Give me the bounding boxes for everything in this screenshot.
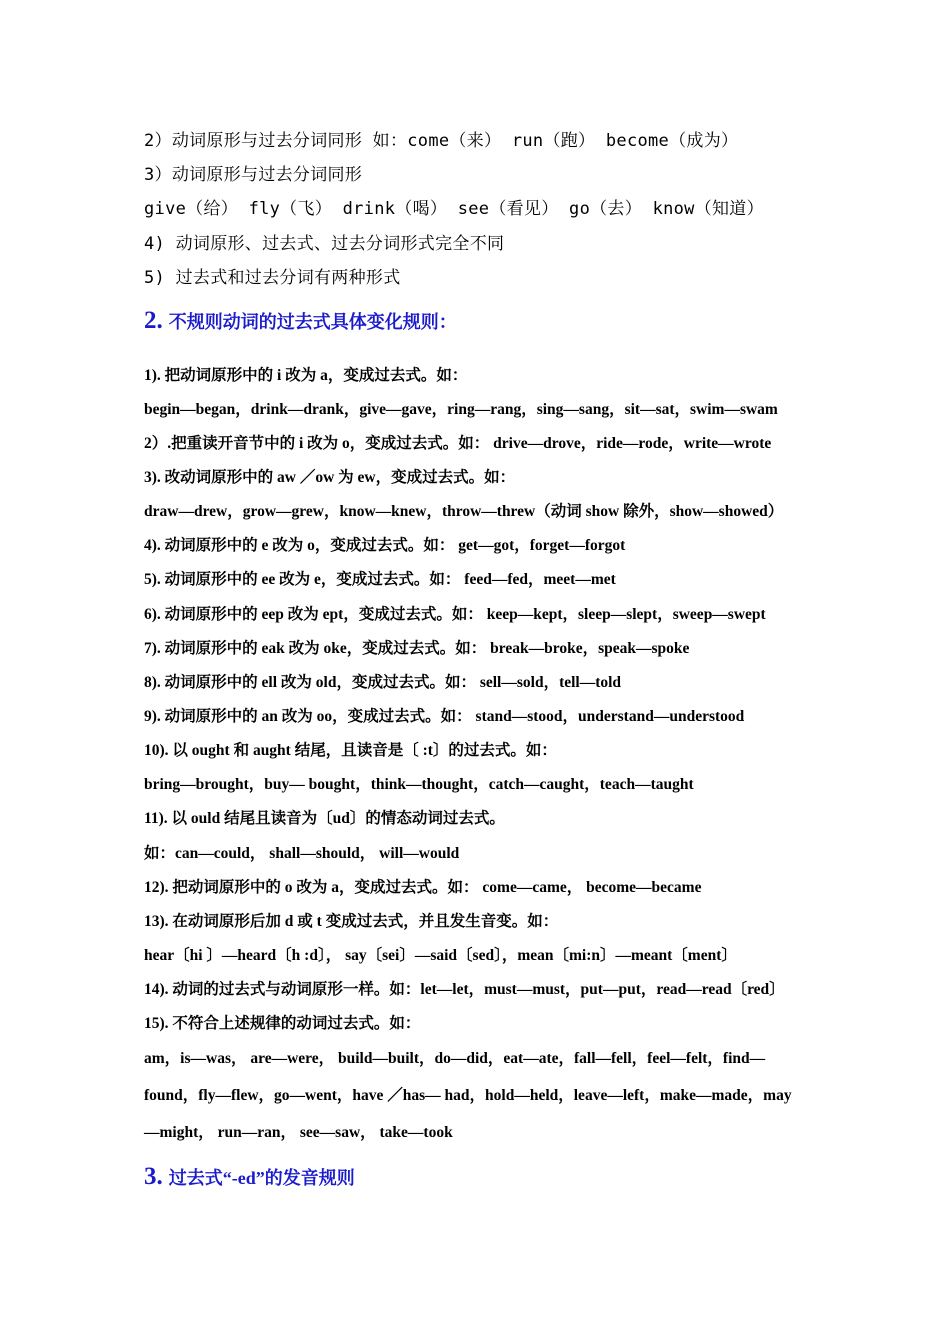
section-3-number: 3.	[144, 1163, 163, 1190]
rule-line: hear〔hi 〕—heard〔h :d〕， say〔sei〕—said〔sed〕，mean〔mi:n〕—meant〔ment〕	[144, 947, 737, 964]
section-2-title: 不规则动词的过去式具体变化规则：	[168, 312, 457, 332]
rule-line: 14). 动词的过去式与动词原形一样。如：let—let，must—must，put—put，read—read〔red〕	[144, 981, 785, 998]
intro-line: 2）动词原形与过去分词同形 如：come（来） run（跑） become（成为）	[144, 131, 739, 151]
rule-line: —might， run—ran， see—saw， take—took	[144, 1124, 453, 1141]
rule-line: 11). 以 ould 结尾且读音为〔ud〕的情态动词过去式。	[144, 810, 505, 827]
rule-line: draw—drew，grow—grew，know—knew，throw—threw（动词 show 除外，show—showed）	[144, 503, 784, 520]
rule-line: 6). 动词原形中的 eep 改为 ept，变成过去式。如： keep—kept，sleep—slept，sweep—swept	[144, 606, 766, 623]
rule-line: found，fly—flew，go—went，have ／has— had，hold—held，leave—left，make—made，may	[144, 1087, 792, 1104]
rule-line: 4). 动词原形中的 e 改为 o，变成过去式。如： get—got，forget—forgot	[144, 537, 626, 554]
rule-line: 3). 改动词原形中的 aw ／ow 为 ew，变成过去式。如：	[144, 469, 516, 486]
rule-line: am，is—was， are—were， build—built，do—did，eat—ate，fall—fell，feel—felt，find—	[144, 1050, 766, 1067]
section-2-number: 2.	[144, 307, 163, 334]
intro-line: 3）动词原形与过去分词同形	[144, 165, 363, 185]
rule-line: 8). 动词原形中的 ell 改为 old，变成过去式。如： sell—sold，tell—told	[144, 674, 622, 691]
rule-line: 5). 动词原形中的 ee 改为 e，变成过去式。如： feed—fed，meet—met	[144, 571, 616, 588]
rule-line: 12). 把动词原形中的 o 改为 a，变成过去式。如： come—came， become—became	[144, 879, 702, 896]
rule-line: 15). 不符合上述规律的动词过去式。如：	[144, 1015, 421, 1032]
rule-line: 7). 动词原形中的 eak 改为 oke，变成过去式。如： break—broke，speak—spoke	[144, 640, 690, 657]
intro-line: 4) 动词原形、过去式、过去分词形式完全不同	[144, 234, 505, 254]
section-2-heading	[144, 307, 457, 335]
intro-line: give（给） fly（飞） drink（喝） see（看见） go（去） know（知道）	[144, 199, 764, 219]
rule-line: 9). 动词原形中的 an 改为 oo，变成过去式。如： stand—stood，understand—understood	[144, 708, 745, 725]
rule-line: 如：can—could， shall—should， will—would	[144, 845, 460, 862]
intro-line: 5) 过去式和过去分词有两种形式	[144, 268, 401, 288]
rule-line: 1). 把动词原形中的 i 改为 a，变成过去式。如：	[144, 367, 468, 384]
section-3-title: 过去式“-ed”的发音规则	[168, 1168, 355, 1188]
rule-line: bring—brought，buy— bought，think—thought，catch—caught，teach—taught	[144, 776, 694, 793]
rule-line: 13). 在动词原形后加 d 或 t 变成过去式，并且发生音变。如：	[144, 913, 559, 930]
rule-line: begin—began，drink—drank，give—gave，ring—rang，sing—sang，sit—sat，swim—swam	[144, 401, 778, 418]
rule-line: 2）.把重读开音节中的 i 改为 o，变成过去式。如： drive—drove，ride—rode，write—wrote	[144, 435, 772, 452]
rule-line: 10). 以 ought 和 aught 结尾，且读音是〔 :t〕的过去式。如：	[144, 742, 557, 759]
section-3-heading	[144, 1163, 355, 1191]
